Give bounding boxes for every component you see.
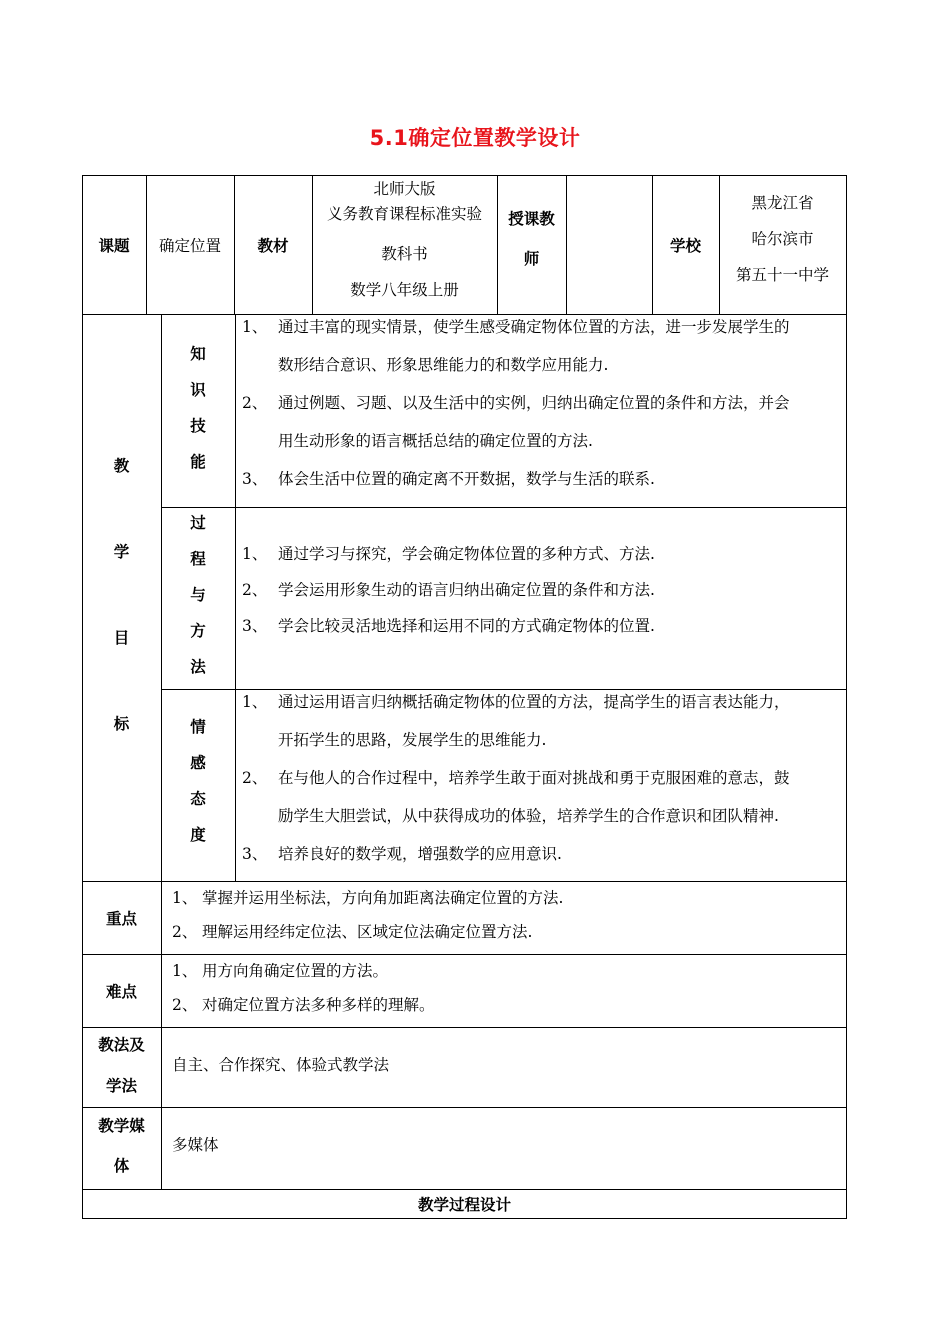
list-item <box>172 915 842 949</box>
process-label-char: 法 <box>190 658 206 676</box>
emotion-label-char: 度 <box>190 826 206 844</box>
textbook-line: 义务教育课程标准实验 <box>326 205 482 223</box>
item-number: 1、 <box>172 889 198 907</box>
knowledge-label <box>161 314 235 507</box>
school-line: 哈尔滨市 <box>751 230 814 248</box>
item-text: 掌握并运用坐标法，方向角加距离法确定位置的方法. <box>202 889 564 907</box>
textbook-line: 教科书 <box>381 245 428 263</box>
list-item <box>242 572 842 608</box>
list-item <box>172 988 842 1022</box>
teacher-label-line: 师 <box>523 250 540 268</box>
knowledge-label-char: 知 <box>190 345 206 363</box>
process-design-heading: 教学过程设计 <box>417 1195 511 1214</box>
item-text: 励学生大胆尝试，从中获得成功的体验，培养学生的合作意识和团队精神. <box>278 807 779 825</box>
item-text: 数形结合意识、形象思维能力的和数学应用能力. <box>278 356 609 374</box>
methods-label-line: 教法及 <box>98 1036 145 1054</box>
item-number: 1、 <box>242 318 268 336</box>
list-item <box>172 954 842 988</box>
list-item <box>242 384 842 422</box>
textbook-line: 数学八年级上册 <box>350 281 459 299</box>
process-label-char: 方 <box>190 622 206 640</box>
item-text: 通过运用语言归纳概括确定物体的位置的方法，提高学生的语言表达能力， <box>278 693 790 711</box>
item-number: 3、 <box>242 617 268 635</box>
process-label-char: 与 <box>190 586 206 604</box>
objectives-label-char: 教 <box>113 457 130 475</box>
item-number: 2、 <box>172 923 198 941</box>
item-number: 2、 <box>242 394 268 412</box>
page-title: 5.1确定位置教学设计 <box>369 126 581 150</box>
list-item <box>242 308 842 346</box>
process-content <box>242 536 842 644</box>
list-item <box>242 759 842 797</box>
knowledge-label-char: 识 <box>190 381 206 399</box>
item-number: 2、 <box>242 581 268 599</box>
emotion-label-char: 情 <box>190 718 206 736</box>
media-label <box>82 1107 161 1189</box>
item-text: 体会生活中位置的确定离不开数据，数学与生活的联系. <box>278 470 655 488</box>
school-line: 第五十一中学 <box>735 266 829 284</box>
objectives-label <box>82 314 161 881</box>
teacher-value <box>566 175 652 314</box>
objectives-label-char: 学 <box>113 543 130 561</box>
list-item <box>172 881 842 915</box>
knowledge-label-char: 技 <box>190 417 206 435</box>
item-text: 学会运用形象生动的语言归纳出确定位置的条件和方法. <box>278 581 655 599</box>
objectives-label-char: 目 <box>113 629 130 647</box>
process-label-char: 程 <box>190 550 206 568</box>
item-number: 1、 <box>242 545 268 563</box>
methods-label-line: 学法 <box>105 1077 137 1095</box>
topic-label: 课题 <box>98 236 130 255</box>
school-value <box>719 175 846 314</box>
media-label-line: 体 <box>113 1157 130 1175</box>
item-text: 理解运用经纬定位法、区域定位法确定位置方法. <box>202 923 533 941</box>
item-number: 2、 <box>242 769 268 787</box>
item-text: 对确定位置方法多种多样的理解。 <box>202 996 435 1014</box>
process-label-char: 过 <box>190 514 206 532</box>
process-label <box>161 507 235 689</box>
item-text: 学会比较灵活地选择和运用不同的方式确定物体的位置. <box>278 617 655 635</box>
item-number: 1、 <box>242 693 268 711</box>
list-item <box>242 835 842 873</box>
textbook-label: 教材 <box>257 236 289 255</box>
teacher-label <box>497 175 566 314</box>
objectives-label-char: 标 <box>113 715 130 733</box>
emotion-label-char: 态 <box>190 790 206 808</box>
item-text: 开拓学生的思路，发展学生的思维能力. <box>278 731 547 749</box>
list-item <box>242 683 842 721</box>
emotion-label <box>161 689 235 881</box>
school-label: 学校 <box>669 236 701 255</box>
emotion-content <box>242 683 842 873</box>
item-text: 通过例题、习题、以及生活中的实例，归纳出确定位置的条件和方法，并会 <box>278 394 790 412</box>
difficulties-content <box>172 954 842 1022</box>
topic-value: 确定位置 <box>158 236 221 255</box>
key-points-content <box>172 881 842 949</box>
media-value: 多媒体 <box>172 1136 219 1154</box>
teacher-label-line: 授课教 <box>508 210 555 228</box>
difficulties-label: 难点 <box>105 982 137 1001</box>
textbook-value <box>312 175 497 314</box>
media-label-line: 教学媒 <box>98 1117 145 1135</box>
emotion-label-char: 感 <box>190 754 206 772</box>
list-item <box>242 536 842 572</box>
item-text: 用生动形象的语言概括总结的确定位置的方法. <box>278 432 593 450</box>
item-number: 3、 <box>242 845 268 863</box>
item-text: 培养良好的数学观，增强数学的应用意识. <box>278 845 562 863</box>
textbook-line: 北师大版 <box>373 180 436 198</box>
list-item <box>242 608 842 644</box>
item-text: 通过丰富的现实情景，使学生感受确定物体位置的方法，进一步发展学生的 <box>278 318 790 336</box>
methods-value: 自主、合作探究、体验式教学法 <box>172 1056 390 1074</box>
methods-label <box>82 1027 161 1107</box>
item-text: 在与他人的合作过程中，培养学生敢于面对挑战和勇于克服困难的意志，鼓 <box>278 769 790 787</box>
item-number: 1、 <box>172 962 198 980</box>
item-number: 2、 <box>172 996 198 1014</box>
school-line: 黑龙江省 <box>751 194 814 212</box>
list-item <box>242 460 842 498</box>
item-number: 3、 <box>242 470 268 488</box>
key-points-label: 重点 <box>105 909 137 928</box>
knowledge-content <box>242 308 842 498</box>
item-text: 通过学习与探究，学会确定物体位置的多种方式、方法. <box>278 545 655 563</box>
item-text: 用方向角确定位置的方法。 <box>202 962 389 980</box>
knowledge-label-char: 能 <box>190 453 206 471</box>
